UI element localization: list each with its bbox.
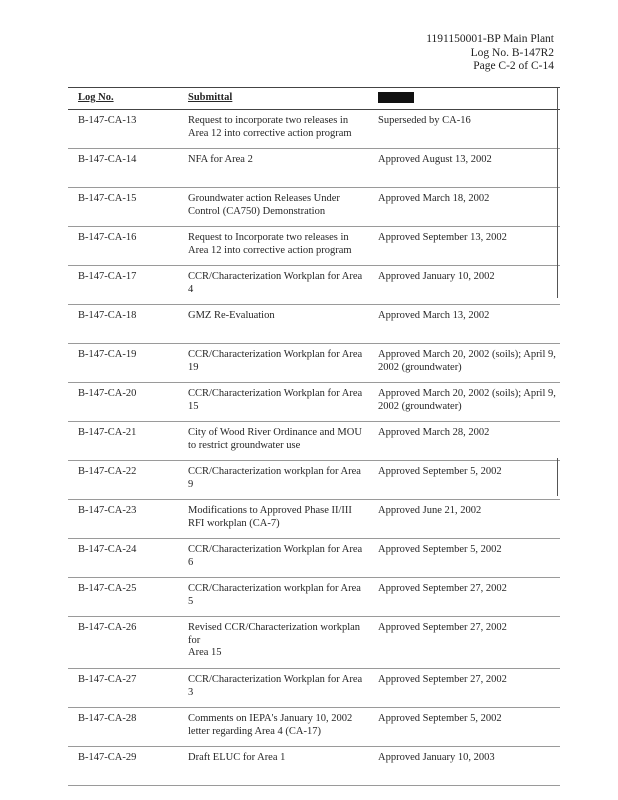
submittal-cell: Revised CCR/Characterization workplan for Area 15 — [178, 617, 368, 669]
log-no-cell: B-147-CA-28 — [68, 708, 178, 747]
status-cell: Superseded by CA-16 — [368, 110, 560, 149]
table-row — [68, 305, 560, 344]
submittal-cell: NFA for Area 2 — [178, 149, 368, 188]
table-row — [68, 500, 560, 539]
log-no-cell: B-147-CA-27 — [68, 669, 178, 708]
submittal-cell: CCR/Characterization Workplan for Area 3 — [178, 669, 368, 708]
log-no-cell: B-147-CA-23 — [68, 500, 178, 539]
scan-artifact-line — [557, 458, 558, 496]
log-no-cell: B-147-CA-19 — [68, 344, 178, 383]
table-row — [68, 266, 560, 305]
status-cell: Approved June 21, 2002 — [368, 500, 560, 539]
log-no-cell: B-147-CA-29 — [68, 747, 178, 786]
redaction-block — [378, 92, 414, 103]
header-facility-id: 1191150001-BP Main Plant — [426, 33, 554, 45]
table-row — [68, 110, 560, 149]
column-header-submittal: Submittal — [178, 88, 368, 110]
status-cell: Approved March 18, 2002 — [368, 188, 560, 227]
table-row — [68, 539, 560, 578]
log-no-cell: B-147-CA-26 — [68, 617, 178, 669]
submittal-cell: Modifications to Approved Phase II/III RFI workplan (CA-7) — [178, 500, 368, 539]
submittal-cell: CCR/Characterization Workplan for Area 6 — [178, 539, 368, 578]
status-cell: Approved March 20, 2002 (soils); April 9, 2002 (groundwater) — [368, 344, 560, 383]
table-row — [68, 422, 560, 461]
status-cell: Approved September 27, 2002 — [368, 578, 560, 617]
table-row — [68, 461, 560, 500]
log-no-cell: B-147-CA-21 — [68, 422, 178, 461]
log-no-cell: B-147-CA-13 — [68, 110, 178, 149]
status-cell: Approved September 27, 2002 — [368, 617, 560, 669]
status-cell: Approved March 13, 2002 — [368, 305, 560, 344]
submittal-cell: Request to Incorporate two releases in Area 12 into corrective action program — [178, 227, 368, 266]
log-no-cell: B-147-CA-22 — [68, 461, 178, 500]
status-cell: Approved September 13, 2002 — [368, 227, 560, 266]
header-page-number: Page C-2 of C-14 — [473, 60, 554, 72]
submittal-log-table — [68, 87, 560, 786]
status-cell: Approved September 5, 2002 — [368, 461, 560, 500]
table-row — [68, 669, 560, 708]
status-cell: Approved September 27, 2002 — [368, 669, 560, 708]
log-no-cell: B-147-CA-15 — [68, 188, 178, 227]
page-header — [426, 33, 554, 74]
table-row — [68, 344, 560, 383]
column-header-status — [368, 88, 560, 110]
status-cell: Approved August 13, 2002 — [368, 149, 560, 188]
table-row — [68, 188, 560, 227]
submittal-cell: City of Wood River Ordinance and MOU to restrict groundwater use — [178, 422, 368, 461]
log-no-cell: B-147-CA-25 — [68, 578, 178, 617]
table-row — [68, 747, 560, 786]
status-cell: Approved March 28, 2002 — [368, 422, 560, 461]
log-no-cell: B-147-CA-16 — [68, 227, 178, 266]
submittal-cell: CCR/Characterization Workplan for Area 15 — [178, 383, 368, 422]
submittal-cell: CCR/Characterization workplan for Area 5 — [178, 578, 368, 617]
submittal-cell: CCR/Characterization Workplan for Area 4 — [178, 266, 368, 305]
submittal-cell: Comments on IEPA's January 10, 2002 letter regarding Area 4 (CA-17) — [178, 708, 368, 747]
table-row — [68, 149, 560, 188]
submittal-cell: Request to incorporate two releases in Area 12 into corrective action program — [178, 110, 368, 149]
log-no-cell: B-147-CA-18 — [68, 305, 178, 344]
column-header-log-no: Log No. — [68, 88, 178, 110]
table-row — [68, 708, 560, 747]
submittal-cell: GMZ Re-Evaluation — [178, 305, 368, 344]
log-no-cell: B-147-CA-17 — [68, 266, 178, 305]
status-cell: Approved September 5, 2002 — [368, 708, 560, 747]
scan-artifact-line — [557, 88, 558, 298]
status-cell: Approved January 10, 2003 — [368, 747, 560, 786]
status-cell: Approved September 5, 2002 — [368, 539, 560, 578]
table-row — [68, 578, 560, 617]
log-no-cell: B-147-CA-14 — [68, 149, 178, 188]
table-row — [68, 617, 560, 669]
log-no-cell: B-147-CA-24 — [68, 539, 178, 578]
submittal-cell: Draft ELUC for Area 1 — [178, 747, 368, 786]
header-log-number: Log No. B-147R2 — [470, 46, 554, 59]
status-cell: Approved January 10, 2002 — [368, 266, 560, 305]
table-row — [68, 383, 560, 422]
log-no-cell: B-147-CA-20 — [68, 383, 178, 422]
submittal-cell: CCR/Characterization Workplan for Area 19 — [178, 344, 368, 383]
table-row — [68, 227, 560, 266]
submittal-cell: Groundwater action Releases Under Control (CA750) Demonstration — [178, 188, 368, 227]
submittal-cell: CCR/Characterization workplan for Area 9 — [178, 461, 368, 500]
status-cell: Approved March 20, 2002 (soils); April 9, 2002 (groundwater) — [368, 383, 560, 422]
table-header-row — [68, 88, 560, 110]
